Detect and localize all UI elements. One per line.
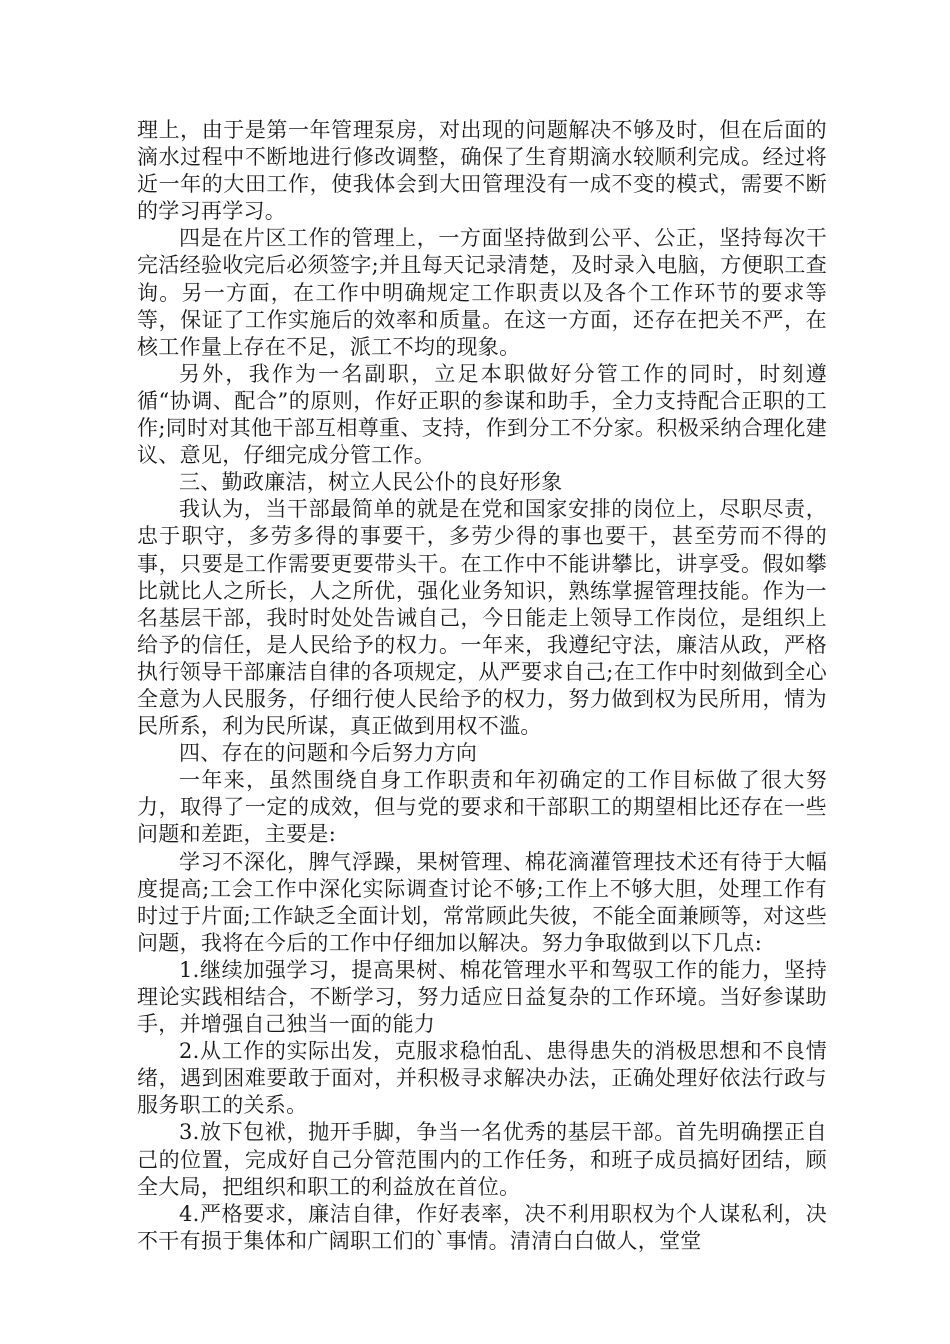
list-item-3: 3.放下包袱，抛开手脚，争当一名优秀的基层干部。首先明确摆正自己的位置，完成好自己分管范围内的工作任务，和班子成员搞好团结，顾全大局，把组织和职工的利益放在首位。 bbox=[137, 1120, 827, 1199]
list-item-4: 4.严格要求，廉洁自律，作好表率，决不利用职权为个人谋私利，决不干有损于集体和广阔职工们的`事情。清清白白做人，堂堂 bbox=[137, 1201, 827, 1253]
section-heading-4: 四、存在的问题和今后努力方向 bbox=[179, 741, 478, 766]
paragraph-6: 学习不深化，脾气浮躁，果树管理、棉花滴灌管理技术还有待于大幅度提高;工会工作中深化实际调查讨论不够;工作上不够大胆，处理工作有时过于片面;工作缺乏全面计划，常常顾此失彼，不能全面兼顾等，对这些问题，我将在今后的工作中仔细加以解决。努力争取做到以下几点: bbox=[137, 849, 827, 955]
list-item-1: 1.继续加强学习，提高果树、棉花管理水平和驾驭工作的能力，坚持理论实践相结合，不断学习，努力适应日益复杂的工作环境。当好参谋助手，并增强自己独当一面的能力 bbox=[137, 957, 827, 1037]
paragraph-1: 理上，由于是第一年管理泵房，对出现的问题解决不够及时，但在后面的滴水过程中不断地进行修改调整，确保了生育期滴水较顺利完成。经过将近一年的大田工作，使我体会到大田管理没有一成不变的模式，需要不断的学习再学习。 bbox=[137, 118, 827, 224]
document-body bbox=[137, 117, 827, 1255]
paragraph-4: 我认为，当干部最简单的就是在党和国家安排的岗位上，尽职尽责，忠于职守，多劳多得的事要干，多劳少得的事也要干，甚至劳而不得的事，只要是工作需要更要带头干。在工作中不能讲攀比，讲享受。假如攀比就比人之所长，人之所优，强化业务知识，熟练掌握管理技能。作为一名基层干部，我时时处处告诫自己，今日能走上领导工作岗位，是组织上给予的信任，是人民给予的权力。一年来，我遵纪守法，廉洁从政，严格执行领导干部廉洁自律的各项规定，从严要求自己;在工作中时刻做到全心全意为人民服务，仔细行使人民给予的权力，努力做到权为民所用，情为民所系，利为民所谋，真正做到用权不滥。 bbox=[137, 497, 827, 739]
paragraph-3: 另外，我作为一名副职，立足本职做好分管工作的同时，时刻遵循“协调、配合”的原则，作好正职的参谋和助手，全力支持配合正职的工作;同时对其他干部互相尊重、支持，作到分工不分家。积极采纳合理化建议、意见，仔细完成分管工作。 bbox=[137, 361, 827, 468]
section-heading-3: 三、勤政廉洁，树立人民公仆的良好形象 bbox=[179, 470, 563, 495]
list-item-2: 2.从工作的实际出发，克服求稳怕乱、患得患失的消极思想和不良情绪，遇到困难要敢于面对，并积极寻求解决办法，正确处理好依法行政与服务职工的关系。 bbox=[137, 1039, 827, 1118]
paragraph-2: 四是在片区工作的管理上，一方面坚持做到公平、公正，坚持每次干完活经验收完后必须签字;并且每天记录清楚，及时录入电脑，方便职工查询。另一方面，在工作中明确规定工作职责以及各个工作环节的要求等等，保证了工作实施后的效率和质量。在这一方面，还存在把关不严，在核工作量上存在不足，派工不均的现象。 bbox=[137, 226, 827, 359]
paragraph-5: 一年来，虽然围绕自身工作职责和年初确定的工作目标做了很大努力，取得了一定的成效，但与党的要求和干部职工的期望相比还存在一些问题和差距，主要是: bbox=[137, 768, 827, 847]
